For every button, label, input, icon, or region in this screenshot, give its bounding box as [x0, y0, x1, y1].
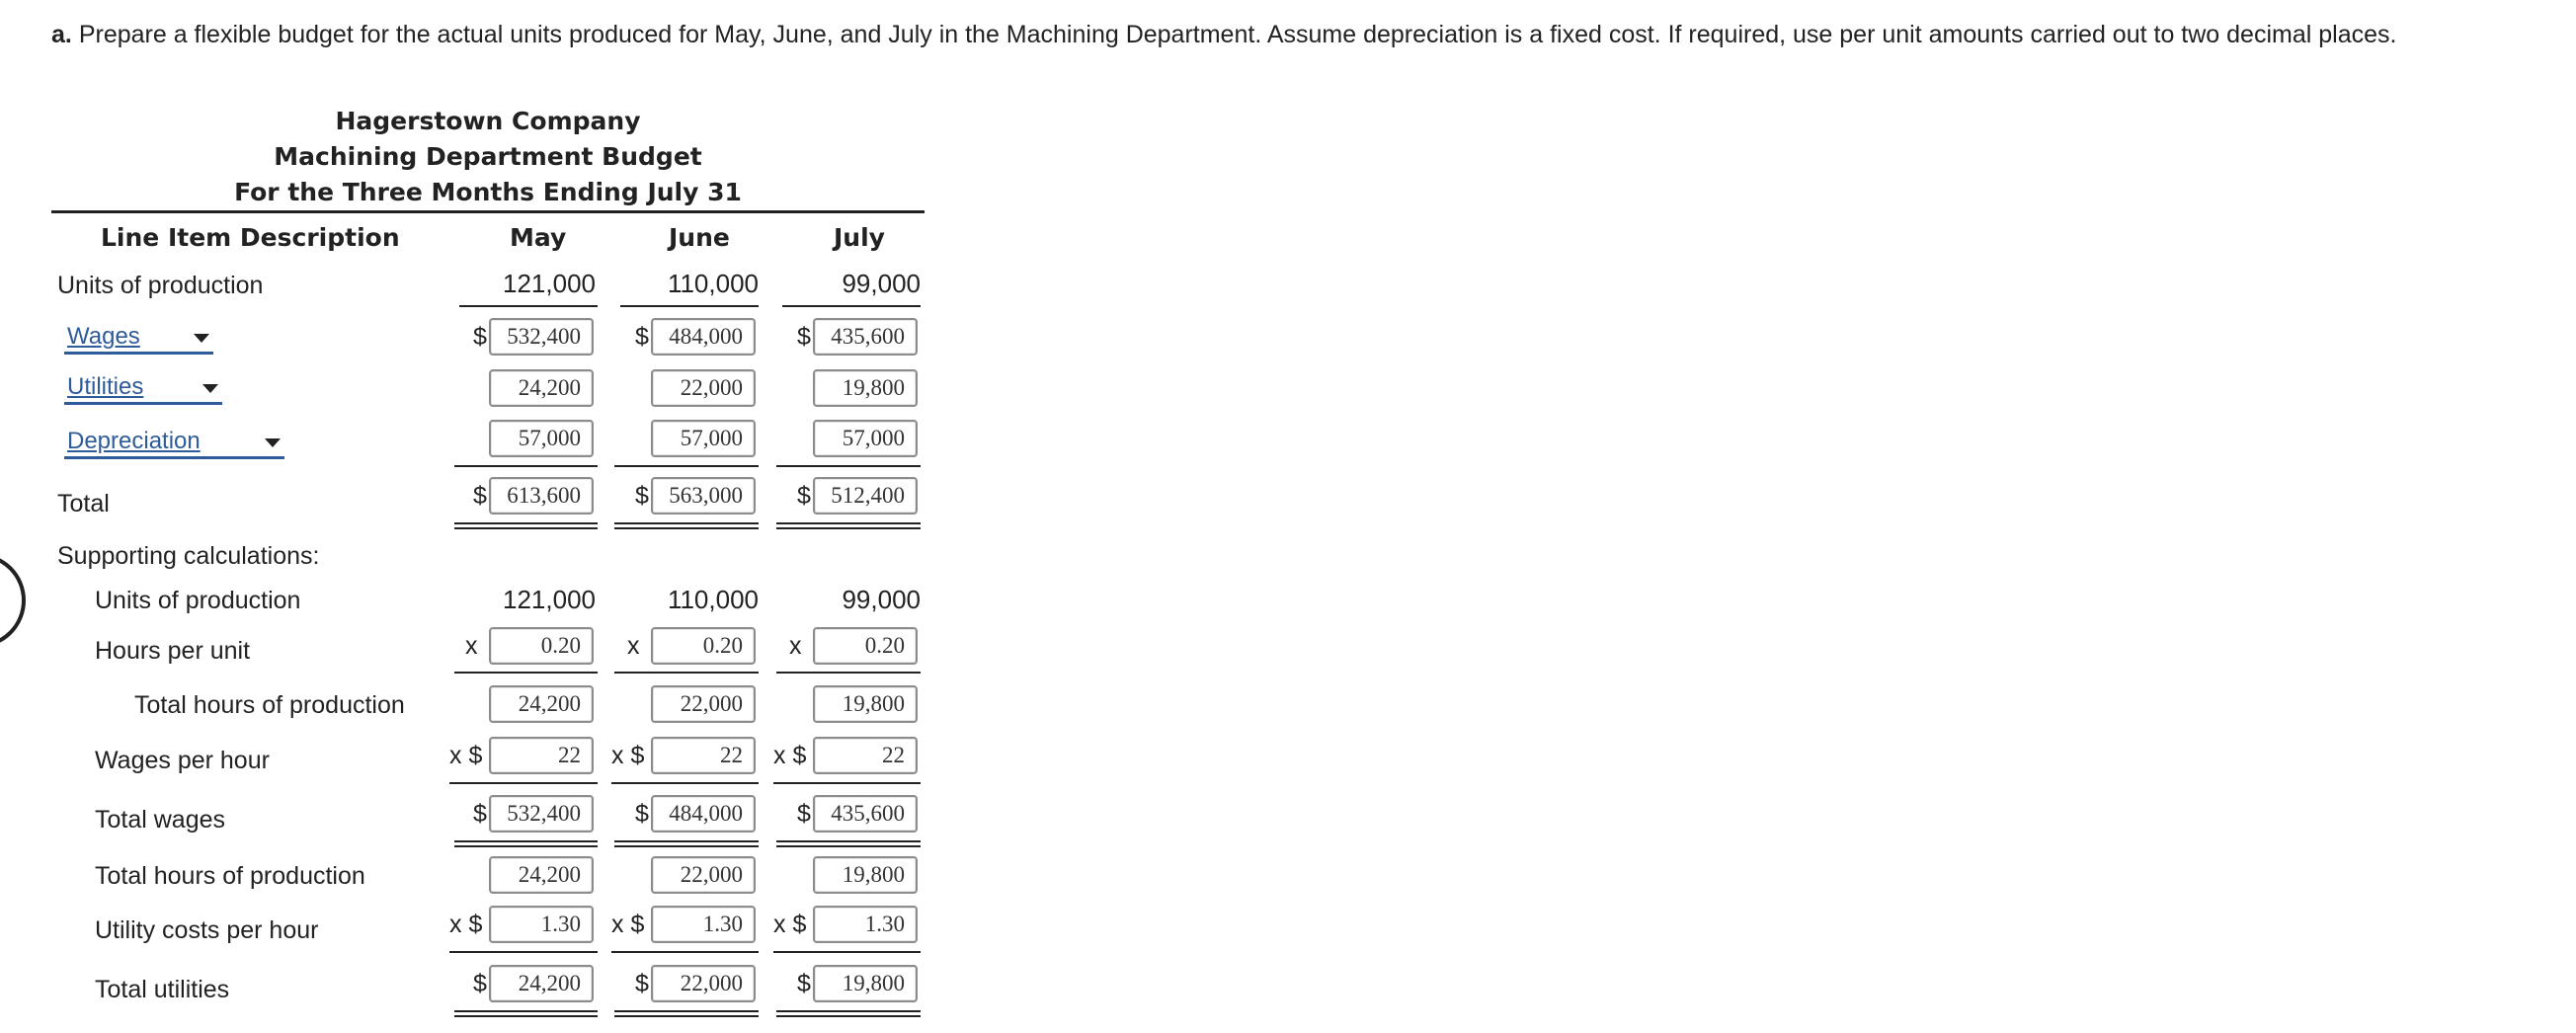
question-letter: a. — [51, 21, 72, 48]
total-wages-label: Total wages — [95, 806, 226, 834]
total-utilities-may-input[interactable]: 24,200 — [489, 965, 594, 1002]
supporting-units-may: 121,000 — [503, 585, 596, 614]
double-rule — [776, 1010, 921, 1017]
times-dollar-sign: x $ — [449, 911, 483, 938]
company-name: Hagerstown Company — [335, 107, 641, 135]
units-may: 121,000 — [503, 269, 596, 298]
utility-rate-july-input[interactable]: 1.30 — [813, 906, 918, 943]
rule — [454, 465, 598, 467]
total-wages-july-input[interactable]: 435,600 — [813, 795, 918, 833]
hours-per-unit-june-input[interactable]: 0.20 — [651, 627, 756, 665]
dollar-sign: $ — [473, 970, 487, 997]
utility-rate-may-input[interactable]: 1.30 — [489, 906, 594, 943]
supporting-units-july: 99,000 — [842, 585, 921, 614]
budget-period: For the Three Months Ending July 31 — [234, 178, 742, 206]
total-july-input[interactable]: 512,400 — [813, 477, 918, 515]
select-value: Depreciation — [67, 428, 201, 454]
times-sign: x — [465, 632, 478, 660]
supporting-units-label: Units of production — [95, 587, 301, 614]
double-rule — [454, 1010, 598, 1017]
total-hours-label: Total hours of production — [134, 691, 405, 719]
units-label: Units of production — [57, 272, 264, 299]
hours-per-unit-label: Hours per unit — [95, 637, 251, 665]
units-july: 99,000 — [842, 269, 921, 298]
times-sign: x — [789, 632, 802, 660]
total-utilities-label: Total utilities — [95, 976, 230, 1003]
utility-rate-june-input[interactable]: 1.30 — [651, 906, 756, 943]
dollar-sign: $ — [635, 482, 649, 510]
dollar-sign: $ — [797, 800, 811, 828]
rule — [782, 305, 921, 307]
rule — [611, 782, 759, 784]
double-rule — [614, 522, 759, 529]
rule — [620, 305, 759, 307]
wages-per-hour-july-input[interactable]: 22 — [813, 737, 918, 774]
hours-per-unit-may-input[interactable]: 0.20 — [489, 627, 594, 665]
dollar-sign: $ — [473, 800, 487, 828]
line-item-select-wages[interactable] — [64, 322, 213, 355]
utilities-may-input[interactable]: 24,200 — [489, 369, 594, 407]
dollar-sign: $ — [635, 323, 649, 351]
line-item-select-depreciation[interactable] — [64, 427, 284, 459]
question-prompt — [51, 14, 2565, 55]
total-hours2-july-input[interactable]: 19,800 — [813, 856, 918, 894]
circle-marker — [0, 553, 26, 648]
col-line-item: Line Item Description — [101, 223, 400, 252]
rule — [459, 305, 598, 307]
utilities-june-input[interactable]: 22,000 — [651, 369, 756, 407]
double-rule — [614, 1010, 759, 1017]
times-dollar-sign: x $ — [449, 742, 483, 769]
chevron-down-icon — [265, 438, 281, 447]
times-dollar-sign: x $ — [773, 911, 807, 938]
total-utilities-july-input[interactable]: 19,800 — [813, 965, 918, 1002]
total-hours2-may-input[interactable]: 24,200 — [489, 856, 594, 894]
total-hours-july-input[interactable]: 19,800 — [813, 685, 918, 723]
dollar-sign: $ — [797, 482, 811, 510]
dollar-sign: $ — [635, 970, 649, 997]
rule — [449, 951, 598, 953]
question-text: Prepare a flexible budget for the actual units produced for May, June, and July in the Machining Department. Assume depreciation is a fixed cost. If required, use per unit amounts carried out to two decimal places. — [78, 21, 2397, 48]
depreciation-june-input[interactable]: 57,000 — [651, 420, 756, 457]
hours-per-unit-july-input[interactable]: 0.20 — [813, 627, 918, 665]
rule — [611, 951, 759, 953]
wages-per-hour-label: Wages per hour — [95, 747, 270, 774]
rule — [454, 672, 598, 674]
wages-may-input[interactable]: 532,400 — [489, 318, 594, 356]
chevron-down-icon — [202, 384, 218, 393]
times-sign: x — [627, 632, 640, 660]
rule — [449, 782, 598, 784]
supporting-title: Supporting calculations: — [57, 542, 320, 570]
times-dollar-sign: x $ — [611, 911, 645, 938]
depreciation-may-input[interactable]: 57,000 — [489, 420, 594, 457]
dollar-sign: $ — [797, 970, 811, 997]
wages-per-hour-june-input[interactable]: 22 — [651, 737, 756, 774]
col-june: June — [669, 223, 730, 252]
rule — [614, 672, 759, 674]
total-hours2-june-input[interactable]: 22,000 — [651, 856, 756, 894]
double-rule — [776, 522, 921, 529]
total-wages-may-input[interactable]: 532,400 — [489, 795, 594, 833]
dollar-sign: $ — [473, 323, 487, 351]
total-wages-june-input[interactable]: 484,000 — [651, 795, 756, 833]
total-may-input[interactable]: 613,600 — [489, 477, 594, 515]
rule — [773, 782, 921, 784]
rule — [776, 465, 921, 467]
budget-title: Machining Department Budget — [274, 142, 702, 171]
rule — [614, 465, 759, 467]
total-label: Total — [57, 490, 110, 517]
line-item-select-utilities[interactable] — [64, 372, 222, 405]
double-rule — [454, 522, 598, 529]
total-utilities-june-input[interactable]: 22,000 — [651, 965, 756, 1002]
chevron-down-icon — [194, 334, 209, 343]
rule — [773, 951, 921, 953]
depreciation-july-input[interactable]: 57,000 — [813, 420, 918, 457]
col-july: July — [834, 223, 885, 252]
rule — [776, 672, 921, 674]
wages-per-hour-may-input[interactable]: 22 — [489, 737, 594, 774]
dollar-sign: $ — [797, 323, 811, 351]
times-dollar-sign: x $ — [611, 742, 645, 769]
col-may: May — [510, 223, 567, 252]
select-value: Wages — [67, 323, 140, 350]
utility-rate-label: Utility costs per hour — [95, 916, 319, 944]
select-value: Utilities — [67, 373, 144, 400]
total-hours-may-input[interactable]: 24,200 — [489, 685, 594, 723]
units-june: 110,000 — [667, 269, 759, 298]
total-june-input[interactable]: 563,000 — [651, 477, 756, 515]
utilities-july-input[interactable]: 19,800 — [813, 369, 918, 407]
dollar-sign: $ — [635, 800, 649, 828]
times-dollar-sign: x $ — [773, 742, 807, 769]
double-rule — [776, 840, 921, 847]
dollar-sign: $ — [473, 482, 487, 510]
total-hours2-label: Total hours of production — [95, 862, 365, 890]
total-hours-june-input[interactable]: 22,000 — [651, 685, 756, 723]
wages-july-input[interactable]: 435,600 — [813, 318, 918, 356]
double-rule — [454, 840, 598, 847]
double-rule — [614, 840, 759, 847]
header-rule — [51, 210, 925, 213]
wages-june-input[interactable]: 484,000 — [651, 318, 756, 356]
supporting-units-june: 110,000 — [667, 585, 759, 614]
